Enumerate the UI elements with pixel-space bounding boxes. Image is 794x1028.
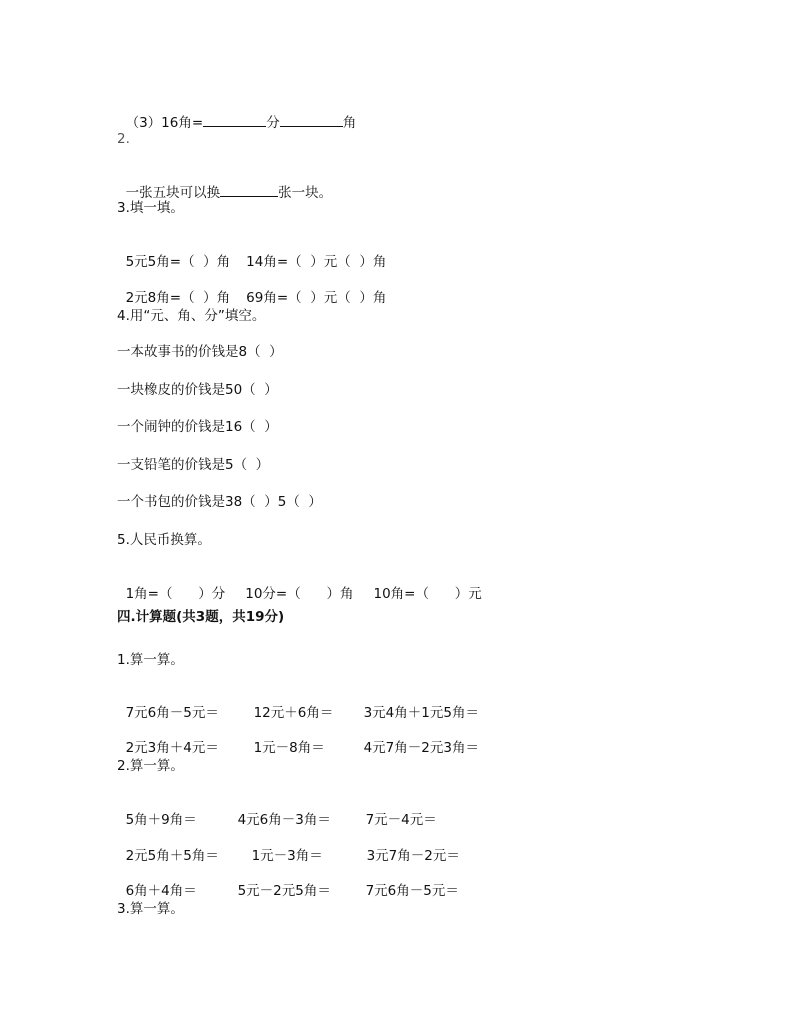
calc-row — [117, 864, 459, 900]
calc-item: 7元6角－5元＝ — [125, 705, 219, 721]
answer-blank[interactable] — [280, 112, 343, 127]
calc-item: 3元7角－2元＝ — [366, 848, 460, 864]
question-3-row — [117, 235, 386, 271]
calc-2-title: 2.算一算。 — [117, 758, 184, 774]
calc-item: 7元－4元＝ — [365, 812, 437, 828]
question-3-title: 3.填一填。 — [117, 200, 184, 216]
calc-item: 4元6角－3角＝ — [237, 812, 331, 828]
calc-item: 4元7角－2元3角＝ — [363, 740, 479, 756]
calc-item: 7元6角－5元＝ — [365, 883, 459, 899]
answer-blank[interactable] — [203, 112, 266, 127]
question-4-item: 一块橡皮的价钱是50（ ） — [117, 382, 278, 398]
question-3-row — [117, 271, 386, 307]
calc-row — [117, 829, 460, 865]
q2-text-a: 一张五块可以换 — [125, 185, 221, 201]
question-3-part-3 — [117, 94, 356, 132]
calc-item: 2元5角＋5角＝ — [125, 848, 219, 864]
calc-item: 3元4角＋1元5角＝ — [363, 705, 479, 721]
q3-item: 2元8角=（ ）角 — [125, 290, 231, 306]
calc-item: 6角＋4角＝ — [125, 883, 197, 899]
calc-item: 1元－8角＝ — [253, 740, 325, 756]
question-5-row — [117, 567, 482, 603]
q5-item: 10角=（ ）元 — [373, 586, 482, 602]
calc-3-title: 3.算一算。 — [117, 901, 184, 917]
q3-item: 69角=（ ）元（ ）角 — [246, 290, 387, 306]
question-4-title: 4.用“元、角、分”填空。 — [117, 308, 266, 324]
calc-item: 2元3角＋4元＝ — [125, 740, 219, 756]
q3-item: 14角=（ ）元（ ）角 — [246, 254, 387, 270]
question-2 — [117, 164, 332, 202]
calc-row — [117, 686, 479, 722]
question-4-item: 一本故事书的价钱是8（ ） — [117, 344, 283, 360]
question-5-title: 5.人民币换算。 — [117, 532, 211, 548]
calc-1-title: 1.算一算。 — [117, 652, 184, 668]
question-2-label: 2. — [117, 131, 130, 147]
question-4-item: 一支铅笔的价钱是5（ ） — [117, 457, 270, 473]
calc-item: 12元＋6角＝ — [253, 705, 334, 721]
q3-item: 5元5角=（ ）角 — [125, 254, 231, 270]
q3p3-suffix: 角 — [342, 115, 357, 131]
calc-item: 5元－2元5角＝ — [237, 883, 331, 899]
calc-row — [117, 793, 437, 829]
answer-blank[interactable] — [220, 182, 278, 197]
calc-item: 1元－3角＝ — [251, 848, 323, 864]
calc-item: 5角＋9角＝ — [125, 812, 197, 828]
q3p3-prefix: （3）16角= — [125, 115, 204, 131]
calc-row — [117, 721, 479, 757]
question-4-item: 一个书包的价钱是38（ ）5（ ） — [117, 494, 322, 510]
q5-item: 1角=（ ）分 — [125, 586, 226, 602]
q5-item: 10分=（ ）角 — [245, 586, 354, 602]
section-heading: 四.计算题(共3题，共19分) — [117, 609, 285, 625]
question-4-item: 一个闹钟的价钱是16（ ） — [117, 419, 278, 435]
q2-text-b: 张一块。 — [278, 185, 333, 201]
q3p3-mid: 分 — [266, 115, 280, 131]
